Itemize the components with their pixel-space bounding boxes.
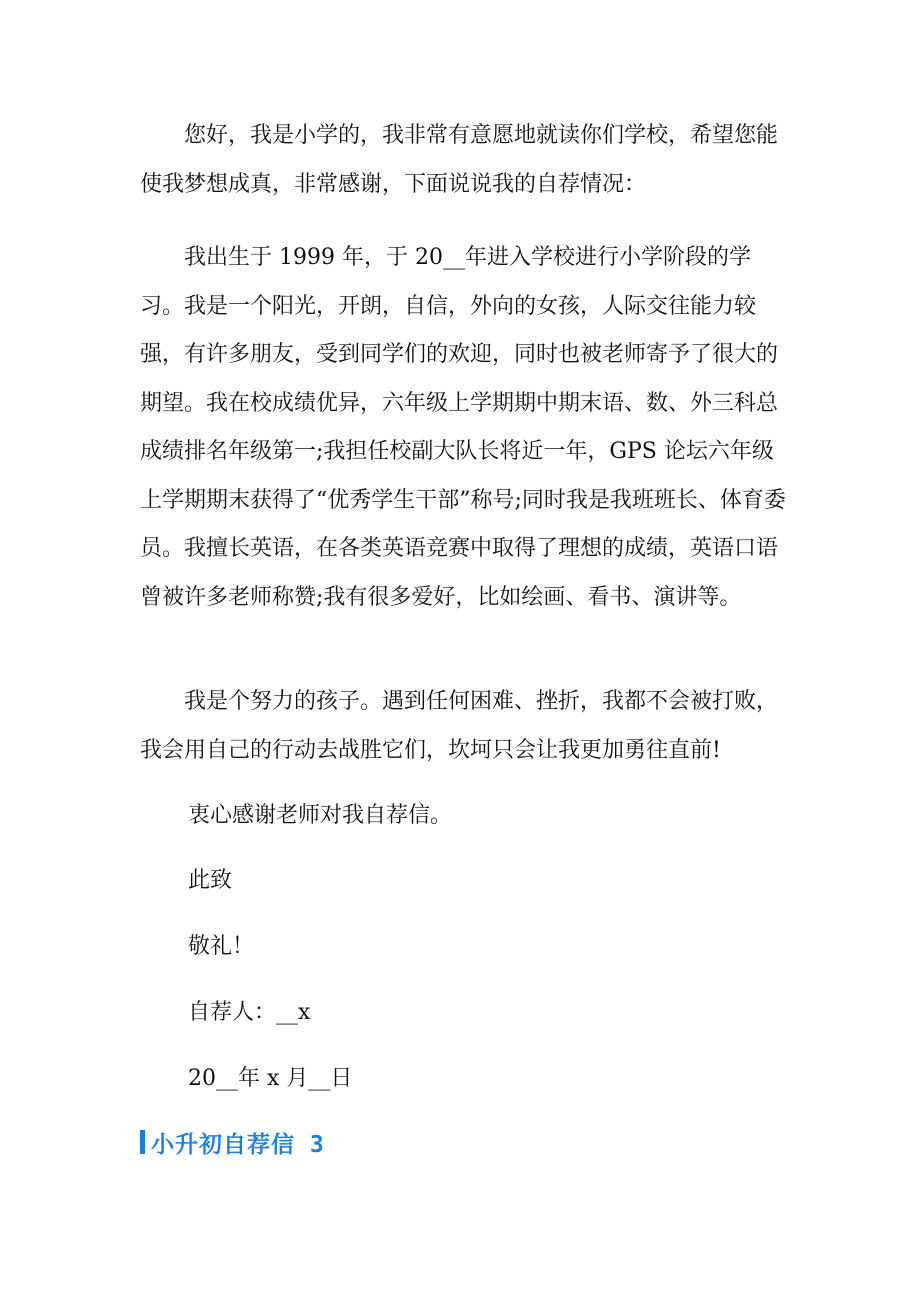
thanks-line: 衷心感谢老师对我自荐信。 [188, 803, 453, 828]
signature-line: 自荐人：__x [188, 1000, 311, 1025]
heading-accent-bar [140, 1130, 145, 1154]
intro-paragraph: 您好，我是小学的，我非常有意愿地就读你们学校，希望您能使我梦想成真，非常感谢，下面说说我的自荐情况： [140, 123, 779, 197]
section-heading-text: 小升初自荐信 3 [151, 1131, 325, 1158]
closing-line-1: 此致 [188, 868, 233, 893]
date-line: 20__年 x 月__日 [188, 1066, 353, 1091]
self-introduction-paragraph: 我出生于 1999 年，于 20__年进入学校进行小学阶段的学习。我是一个阳光，开朗，自信，外向的女孩，人际交往能力较强，有许多朋友，受到同学们的欢迎，同时也被老师寄予了很大的期望。我在校成绩优异，六年级上学期期中期末语、数、外三科总成绩排名年级第一;我担任校副大队长将近一年，GPS 论坛六年级上学期期末获得了“优秀学生干部”称号;同时我是我班班长、体育委员。我擅长英语，在各类英语竞赛中取得了理想的成绩，英语口语曾被许多老师称赞;我有很多爱好，比如绘画、看书、演讲等。 [140, 245, 786, 610]
closing-line-2: 敬礼！ [188, 934, 255, 959]
effort-paragraph: 我是个努力的孩子。遇到任何困难、挫折，我都不会被打败，我会用自己的行动去战胜它们，坎坷只会让我更加勇往直前! [140, 689, 779, 763]
section-heading [140, 1124, 325, 1160]
